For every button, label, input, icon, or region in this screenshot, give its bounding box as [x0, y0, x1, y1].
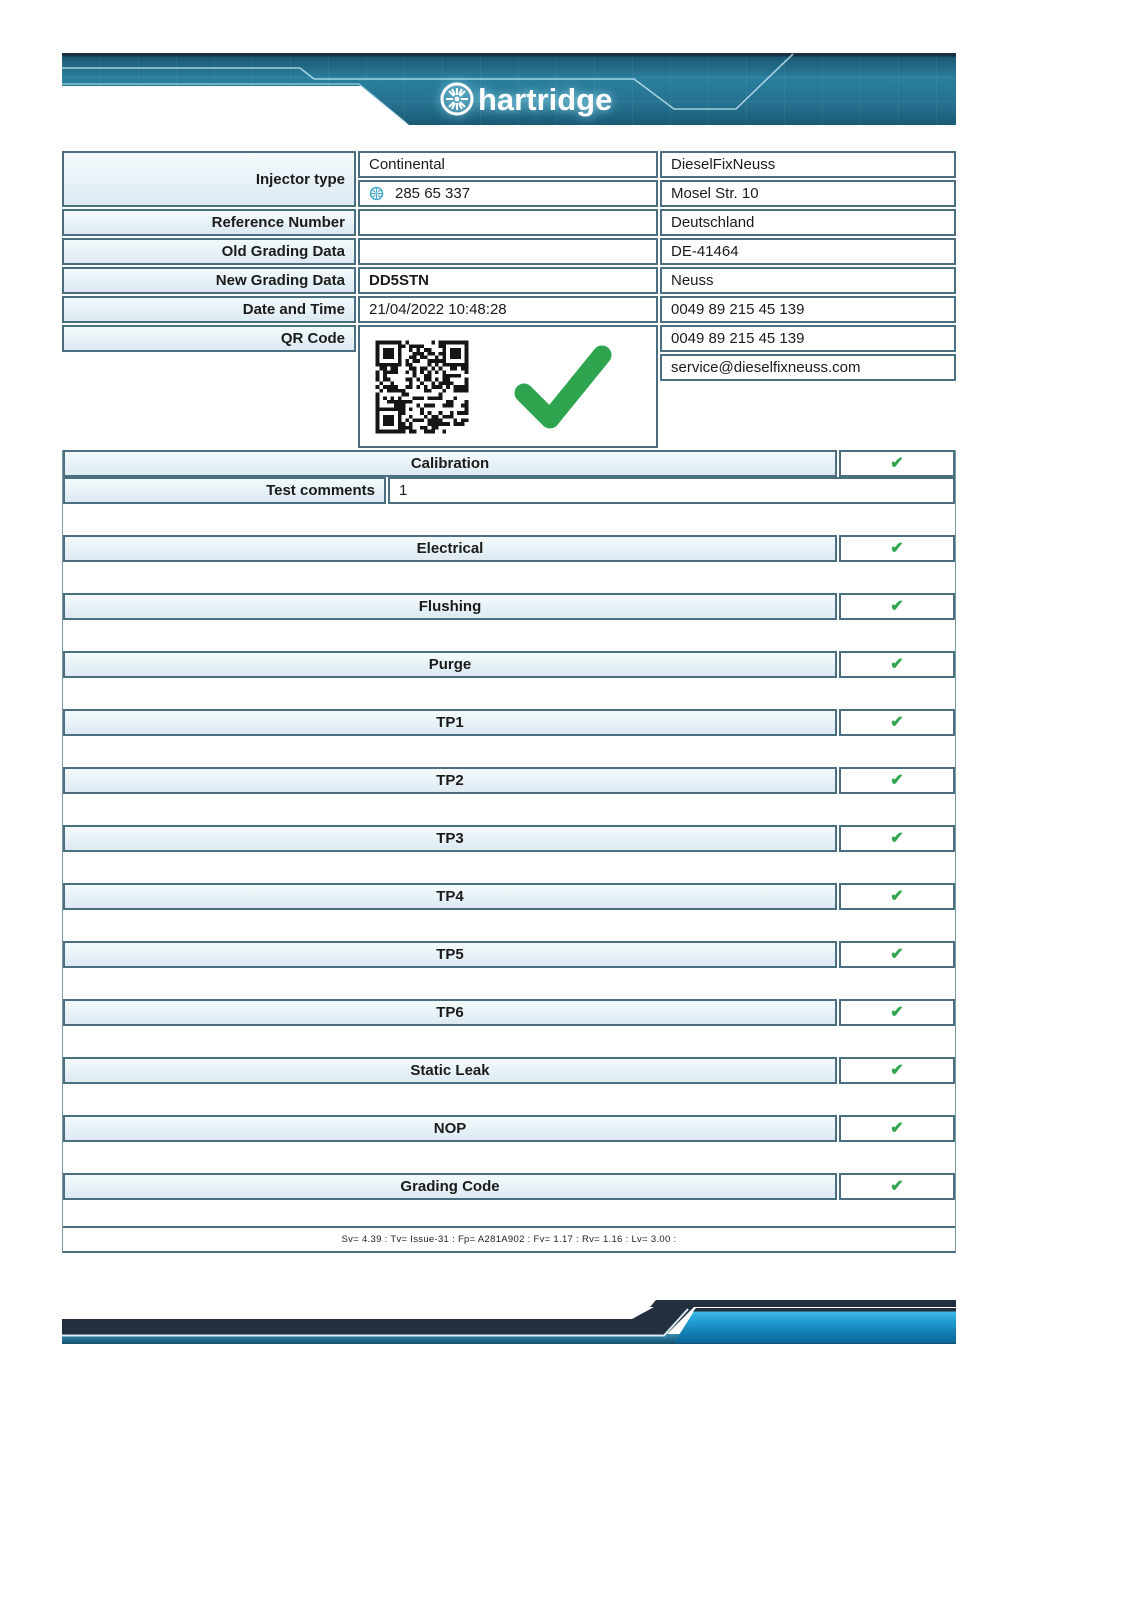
section-label: TP1 [63, 709, 837, 736]
section-row-static-leak [63, 1057, 955, 1084]
section-row-electrical [63, 535, 955, 562]
reference-number-value [358, 209, 658, 236]
spacer-row [63, 910, 955, 941]
workshop-phone: 0049 89 215 45 139 [660, 296, 956, 323]
header-banner [62, 53, 956, 125]
section-check-cell [839, 450, 955, 477]
banner-circuit-line-lower [62, 84, 406, 123]
section-row-tp5 [63, 941, 955, 968]
date-time-value: 21/04/2022 10:48:28 [358, 296, 658, 323]
spacer-row [63, 794, 955, 825]
section-check-cell [839, 651, 955, 678]
section-row-tp1 [63, 709, 955, 736]
check-icon: ✔ [890, 887, 904, 905]
spacer-row [63, 620, 955, 651]
footer-banner [62, 1298, 956, 1348]
info-label-column [62, 151, 356, 354]
spacer-row [63, 1200, 955, 1226]
footer-dark-thin-line [650, 1300, 956, 1307]
injector-make-value: Continental [358, 151, 658, 178]
check-icon: ✔ [890, 1177, 904, 1195]
workshop-city: Neuss [660, 267, 956, 294]
section-row-tp6 [63, 999, 955, 1026]
old-grading-label: Old Grading Data [62, 238, 356, 265]
spacer-row [63, 562, 955, 593]
workshop-email: service@dieselfixneuss.com [660, 354, 956, 381]
section-row-grading-code [63, 1173, 955, 1200]
reference-number-label: Reference Number [62, 209, 356, 236]
wheel-icon [369, 186, 384, 201]
spacer-row [63, 678, 955, 709]
section-label: Calibration [63, 450, 837, 477]
section-check-cell [839, 593, 955, 620]
section-check-cell [839, 1115, 955, 1142]
section-label: TP6 [63, 999, 837, 1026]
section-row-purge [63, 651, 955, 678]
test-comments-row [63, 477, 955, 504]
check-icon: ✔ [890, 829, 904, 847]
spacer-row [63, 1084, 955, 1115]
section-check-cell [839, 883, 955, 910]
qr-code-cell [358, 325, 658, 448]
section-check-cell [839, 999, 955, 1026]
section-row-calibration [63, 450, 955, 477]
qr-code-image [372, 337, 472, 437]
section-row-nop [63, 1115, 955, 1142]
injector-number-value: 285 65 337 [395, 185, 471, 202]
new-grading-label: New Grading Data [62, 267, 356, 294]
test-comments-value: 1 [388, 477, 955, 504]
section-check-cell [839, 1173, 955, 1200]
new-grading-value: DD5STN [358, 267, 658, 294]
section-label: TP4 [63, 883, 837, 910]
injector-info-table [62, 151, 956, 451]
workshop-postcode: DE-41464 [660, 238, 956, 265]
qr-code-label: QR Code [62, 325, 356, 352]
check-icon: ✔ [890, 771, 904, 789]
spacer-row [63, 736, 955, 767]
check-icon: ✔ [890, 1003, 904, 1021]
section-check-cell [839, 825, 955, 852]
spacer-row [63, 1142, 955, 1173]
section-label: Purge [63, 651, 837, 678]
check-icon: ✔ [890, 945, 904, 963]
info-value-column [358, 151, 658, 450]
section-label: Grading Code [63, 1173, 837, 1200]
section-label: TP5 [63, 941, 837, 968]
section-label: Electrical [63, 535, 837, 562]
section-check-cell [839, 709, 955, 736]
hartridge-logo-text: hartridge [478, 82, 613, 117]
footer-cyan-band-top-edge [693, 1308, 956, 1312]
section-check-cell [839, 767, 955, 794]
version-info: Sv= 4.39 : Tv= Issue-31 : Fp= A281A902 : Fv= 1.17 : Rv= 1.16 : Lv= 3.00 : [63, 1226, 955, 1251]
spacer-row [63, 968, 955, 999]
old-grading-value [358, 238, 658, 265]
workshop-name: DieselFixNeuss [660, 151, 956, 178]
workshop-street: Mosel Str. 10 [660, 180, 956, 207]
section-label: NOP [63, 1115, 837, 1142]
section-row-tp4 [63, 883, 955, 910]
check-icon: ✔ [890, 539, 904, 557]
check-icon: ✔ [890, 597, 904, 615]
test-results-table [62, 450, 956, 1253]
section-check-cell [839, 535, 955, 562]
qr-pass-check-icon [510, 343, 614, 431]
section-label: TP3 [63, 825, 837, 852]
hartridge-wheel-icon [442, 84, 472, 114]
check-icon: ✔ [890, 454, 904, 472]
footer-cyan-band [674, 1308, 956, 1343]
section-label: Static Leak [63, 1057, 837, 1084]
check-icon: ✔ [890, 655, 904, 673]
section-row-flushing [63, 593, 955, 620]
injector-number-cell [358, 180, 658, 207]
footer-dark-bar [62, 1307, 694, 1335]
check-icon: ✔ [890, 713, 904, 731]
date-time-label: Date and Time [62, 296, 356, 323]
workshop-address-column [660, 151, 956, 383]
section-row-tp2 [63, 767, 955, 794]
section-check-cell [839, 1057, 955, 1084]
section-label: Flushing [63, 593, 837, 620]
check-icon: ✔ [890, 1061, 904, 1079]
injector-type-label: Injector type [62, 151, 356, 207]
workshop-fax: 0049 89 215 45 139 [660, 325, 956, 352]
spacer-row [63, 504, 955, 535]
spacer-row [63, 1026, 955, 1057]
section-check-cell [839, 941, 955, 968]
spacer-row [63, 852, 955, 883]
check-icon: ✔ [890, 1119, 904, 1137]
section-label: TP2 [63, 767, 837, 794]
workshop-country: Deutschland [660, 209, 956, 236]
section-row-tp3 [63, 825, 955, 852]
test-comments-label: Test comments [63, 477, 386, 504]
